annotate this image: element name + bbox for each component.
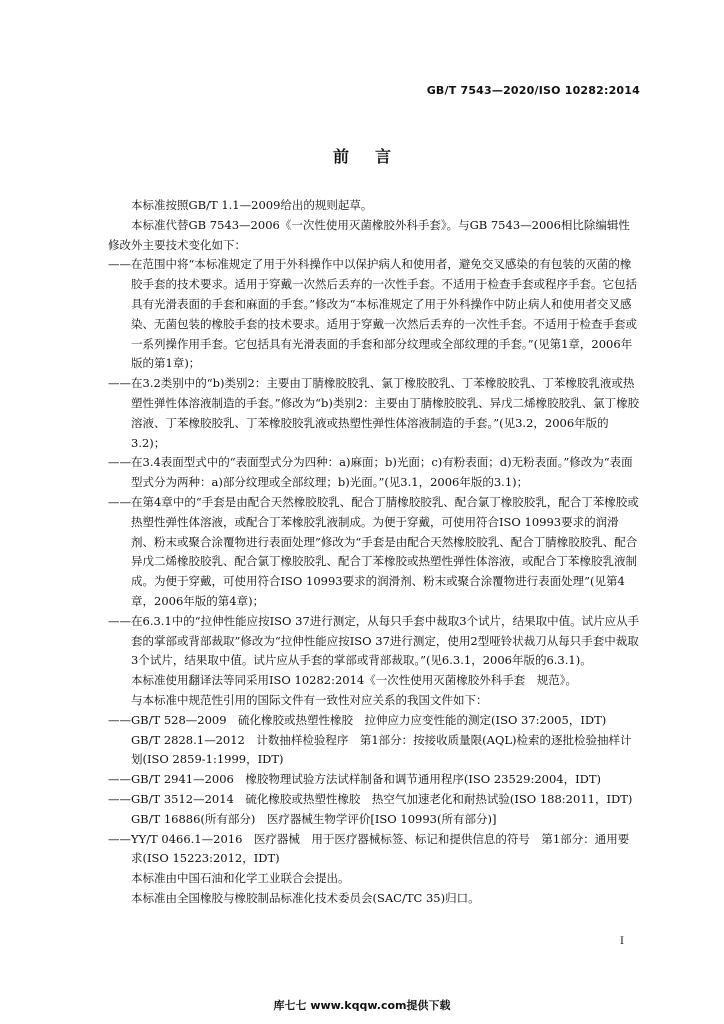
list-item: ——在3.4表面型式中的“表面型式分为四种：a)麻面；b)光面；c)有粉表面；d)无粉表面。”修改为“表面型式分为两种：a)部分纹理或全部纹理；b)光面。”(见3.1，2006年版的3.1)；	[108, 455, 633, 490]
paragraph-administered-by: 本标准由全国橡胶与橡胶制品标准化技术委员会(SAC/TC 35)归口。	[131, 890, 480, 905]
page-title: 前言	[332, 147, 417, 166]
foreword-body	[108, 196, 640, 909]
list-item: ——在第4章中的“手套是由配合天然橡胶胶乳、配合丁腈橡胶胶乳、配合氯丁橡胶胶乳，配合丁苯橡胶或热塑性弹性体溶液，或配合丁苯橡胶乳液制成。为便于穿戴，可使用符合ISO 10993要求的润滑剂、粉末或聚合涂覆物进行表面处理”修改为“手套是由配合天然橡胶胶乳、配合丁腈橡胶胶乳、配合异戊二烯橡胶胶乳、配合氯丁橡胶胶乳、配合丁苯橡胶或热塑性弹性体溶液，或配合丁苯橡胶乳液制成。为便于穿戴，可使用符合ISO 10993要求的润滑剂、粉末或聚合涂覆物进行表面处理”(见第4章，2006年版的第4章)；	[108, 494, 639, 608]
reference-item: GB/T 2828.1—2012 计数抽样检验程序 第1部分：按接收质量限(AQL)检索的逐批检验抽样计划(ISO 2859-1:1999，IDT)	[131, 732, 632, 767]
reference-item: ——YY/T 0466.1—2016 医疗器械 用于医疗器械标签、标记和提供信息的符号 第1部分：通用要求(ISO 15223:2012，IDT)	[108, 831, 630, 866]
reference-item: ——GB/T 528—2009 硫化橡胶或热塑性橡胶 拉伸应力应变性能的测定(ISO 37:2005，IDT)	[108, 712, 607, 727]
reference-item: ——GB/T 2941—2006 橡胶物理试验方法试样制备和调节通用程序(ISO 23529:2004，IDT)	[108, 772, 602, 787]
paragraph-drafting-rules: 本标准按照GB/T 1.1—2009给出的规则起草。	[131, 198, 373, 212]
list-item: ——在6.3.1中的“拉伸性能应按ISO 37进行测定，从每只手套中裁取3个试片，结果取中值。试片应从手套的掌部或背部裁取”修改为“拉伸性能应按ISO 37进行测定，使用2型哑铃状裁刀从每只手套中裁取3个试片，结果取中值。试片应从手套的掌部或背部裁取。”(见6.3.1，2006年版的6.3.1)。	[108, 613, 640, 668]
download-footer: 库七七 www.kqqw.com提供下载	[273, 999, 451, 1012]
paragraph-adoption: 本标准使用翻译法等同采用ISO 10282:2014《一次性使用灭菌橡胶外科手套 规范》。	[131, 673, 577, 688]
paragraph-replaces: 本标准代替GB 7543—2006《一次性使用灭菌橡胶外科手套》。与GB 7543—2006相比除编辑性修改外主要技术变化如下：	[108, 217, 630, 252]
list-item: ——在3.2类别中的“b)类别2：主要由丁腈橡胶胶乳、氯丁橡胶胶乳、丁苯橡胶胶乳、丁苯橡胶乳液或热塑性弹性体溶液制造的手套。”修改为“b)类别2：主要由丁腈橡胶胶乳、异戊二烯橡胶胶乳、氯丁橡胶溶液、丁苯橡胶胶乳、丁苯橡胶胶乳液或热塑性弹性体溶液制造的手套。”(见3.2，2006年版的3.2)；	[108, 376, 640, 450]
reference-item: GB/T 16886(所有部分) 医疗器械生物学评价[ISO 10993(所有部分)]	[131, 811, 497, 826]
standard-code: GB/T 7543—2020/ISO 10282:2014	[426, 84, 640, 97]
references-list	[108, 711, 640, 869]
paragraph-references-intro: 与本标准中规范性引用的国际文件有一致性对应关系的我国文件如下：	[131, 692, 488, 707]
list-item: ——在范围中将“本标准规定了用于外科操作中以保护病人和使用者，避免交叉感染的有包装的灭菌的橡胶手套的技术要求。适用于穿戴一次然后丢弃的一次性手套。不适用于检查手套或程序手套。它包括具有光滑表面的手套和麻面的手套。”修改为“本标准规定了用于外科操作中防止病人和使用者交叉感染、无菌包装的橡胶手套的技术要求。适用于穿戴一次然后丢弃的一次性手套。不适用于检查手套或一系列操作用手套。它包括具有光滑表面的手套和部分纹理或全部纹理的手套。”(见第1章，2006年版的第1章)；	[108, 257, 637, 371]
reference-item: ——GB/T 3512—2014 硫化橡胶或热塑性橡胶 热空气加速老化和耐热试验(ISO 188:2011，IDT)	[108, 791, 633, 806]
page-number: I	[620, 936, 624, 947]
paragraph-proposed-by: 本标准由中国石油和化学工业联合会提出。	[131, 871, 350, 886]
changes-list	[108, 255, 640, 671]
